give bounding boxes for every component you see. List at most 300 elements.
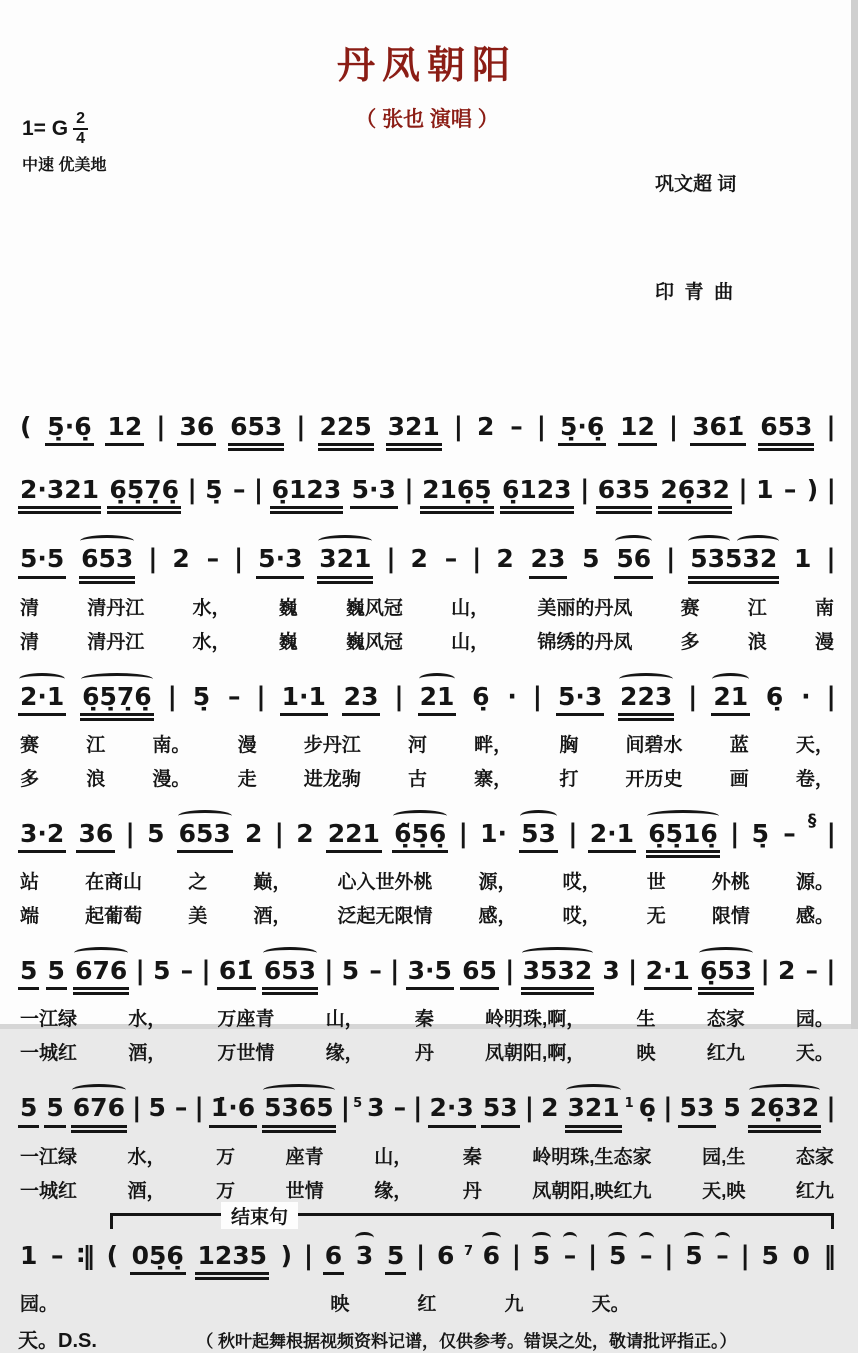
lyric-syllable: 江 <box>86 734 106 756</box>
grace-note: 1 <box>624 1096 634 1112</box>
note-group: – <box>206 544 220 574</box>
note-group: – <box>638 1243 655 1272</box>
lyric-syllable: 感， <box>478 906 517 927</box>
note-group: 2·1 <box>644 958 692 990</box>
barline: | <box>394 681 404 712</box>
lyric-syllable: 赛 <box>20 734 40 756</box>
note-group: 53532 <box>688 546 779 583</box>
music-system <box>14 807 840 928</box>
barline: | <box>826 411 836 442</box>
note-group: 676 <box>73 958 129 995</box>
lyric-syllable: 之 <box>188 872 208 893</box>
lyric-syllable: 源， <box>478 872 517 893</box>
music-system <box>14 944 840 1065</box>
lyric-syllable: 卷， <box>795 768 834 790</box>
barline: | <box>415 1240 426 1271</box>
note-group: 225 <box>318 414 374 451</box>
barline: | <box>194 1093 204 1124</box>
lyric-syllable: 山， <box>325 1009 364 1031</box>
lyric-ds-marker: 天。D.S. <box>18 1329 97 1352</box>
note-group: 653 <box>758 414 814 451</box>
lyric-syllable: 清 <box>20 631 40 653</box>
composer-credit: 印 青 曲 <box>655 282 734 304</box>
note-group: 5̣ <box>205 475 223 504</box>
lyric-syllable: 天， <box>795 734 834 756</box>
note-group: 5 <box>723 1093 741 1123</box>
lyric-syllable: 漫 <box>237 734 257 756</box>
note-group: 5 <box>385 1243 406 1275</box>
barline: | <box>135 956 145 986</box>
lyric-syllable: 泛起无限情 <box>337 906 433 927</box>
final-barline: ‖ <box>823 1240 834 1270</box>
note-group: 5 <box>531 1243 552 1272</box>
note-group: 2 <box>476 411 495 441</box>
note-group: 53 <box>519 821 558 853</box>
note-group: 2·1 <box>18 684 66 716</box>
note-group: 1235 <box>195 1243 269 1280</box>
lyric-row <box>14 730 840 757</box>
note-group: 6̣ <box>765 681 784 711</box>
barline: | <box>729 818 740 849</box>
music-system <box>14 1206 840 1316</box>
music-system <box>14 400 840 453</box>
note-group: 5 <box>18 1095 39 1127</box>
notes-row <box>14 944 840 997</box>
barline: | <box>233 544 244 575</box>
note-group: 61̇ <box>217 958 256 990</box>
lyric-syllable: 外桃 <box>711 872 750 893</box>
note-group: 5 <box>683 1243 704 1272</box>
note-group: 5̣ <box>192 681 211 711</box>
barline: | <box>826 1093 836 1124</box>
note-group: 5 <box>153 956 171 985</box>
barline: | <box>668 411 679 442</box>
lyric-syllable: 水， <box>127 1146 166 1168</box>
music-system <box>14 463 840 516</box>
segno-icon: § <box>807 810 817 831</box>
note-group: 21 <box>711 684 750 716</box>
lyric-syllable: 园。 <box>20 1293 59 1315</box>
lyric-syllable: 水， <box>128 1009 167 1031</box>
barline: | <box>131 1093 142 1124</box>
note-group: · <box>801 681 811 711</box>
note-group: 5·3 <box>556 684 604 716</box>
lyric-syllable: 万 <box>216 1180 236 1202</box>
lyric-syllable: 山， <box>451 597 490 619</box>
note-group: 56 <box>614 546 653 578</box>
note-group: 321 <box>565 1095 621 1132</box>
lyricist-credit: 巩文超 词 <box>655 174 737 196</box>
credits <box>655 93 840 384</box>
note-group: 6 <box>436 1240 455 1270</box>
note-group: 2 <box>244 818 263 848</box>
note-group: 6̣5̣16̣ <box>646 821 720 858</box>
note-group: 05̣6̣ <box>130 1243 186 1275</box>
performer-subtitle: （ 张也 演唱 ） <box>355 108 499 131</box>
note-group: 2 <box>172 544 190 574</box>
lyric-syllable: 在商山 <box>85 872 143 893</box>
note-group: – <box>232 475 246 504</box>
note-group: 21 <box>418 684 457 716</box>
lyric-syllable: 限情 <box>711 906 750 927</box>
note-group: 5365 <box>262 1095 336 1132</box>
note-group: 653 <box>228 414 284 451</box>
lyric-syllable: 红 <box>417 1293 437 1315</box>
note-group: 6̣ <box>472 681 490 711</box>
note-group: 53 <box>678 1095 717 1127</box>
note-group: 6̣̃5̣6̣ <box>392 821 448 853</box>
note-group: 3532 <box>521 958 595 995</box>
note-group: – <box>444 544 458 574</box>
note-group: 1· <box>480 818 507 848</box>
barline: | <box>826 544 836 575</box>
barline: | <box>826 475 836 505</box>
note-group: 65 <box>460 958 499 990</box>
note-group: 5 <box>607 1243 628 1272</box>
barline: | <box>404 475 414 505</box>
lyric-syllable: 岭明珠,啊， <box>485 1009 586 1031</box>
lyric-syllable: 清丹江 <box>87 597 145 619</box>
lyric-syllable: 多 <box>20 768 40 790</box>
note-group: – <box>174 1093 188 1123</box>
barline: | <box>453 411 464 442</box>
lyric-syllable: 进龙驹 <box>303 768 361 790</box>
lyric-row <box>14 764 840 791</box>
note-group: 5 <box>148 1093 166 1123</box>
lyric-syllable: 凤朝阳,啊， <box>485 1043 586 1065</box>
lyric-syllable: 畔， <box>474 734 513 756</box>
note-group: 5 <box>18 958 39 990</box>
note-group: 5 <box>341 956 360 985</box>
lyric-syllable: 秦 <box>414 1009 434 1031</box>
note-group: 36 <box>76 821 115 853</box>
lyric-syllable: 一江绿 <box>20 1146 78 1168</box>
footer <box>14 1324 840 1353</box>
barline: | <box>458 818 468 849</box>
notes-row <box>14 463 840 516</box>
lyric-syllable: 河 <box>407 734 427 756</box>
note-group: 2 <box>296 818 314 848</box>
note-group: – <box>714 1243 731 1272</box>
notes-row <box>14 1229 840 1282</box>
note-group: 2 <box>410 544 428 574</box>
lyric-syllable: 万 <box>216 1146 236 1168</box>
lyric-syllable: 清丹江 <box>87 631 145 653</box>
lyric-syllable: 巍 <box>278 597 298 619</box>
lyric-syllable: 天。 <box>591 1293 630 1315</box>
lyric-syllable: 一江绿 <box>20 1009 78 1031</box>
note-group: 3 <box>354 1243 375 1272</box>
note-group: – <box>805 956 819 985</box>
barline: | <box>389 956 400 986</box>
note-group: 361̇ <box>690 414 746 446</box>
barline: | <box>253 475 264 505</box>
grace-note: 5 <box>353 1096 363 1112</box>
lyric-row <box>14 627 840 654</box>
note-group: 12 <box>105 414 144 446</box>
notes-row <box>14 670 840 723</box>
note-group: 5 <box>147 818 165 848</box>
lyric-syllable: 开历史 <box>625 768 683 790</box>
note-group: 653 <box>262 958 318 995</box>
note-group: 1 <box>794 544 812 574</box>
lyric-syllable: 水， <box>192 597 231 619</box>
note-group: 2·1 <box>588 821 636 853</box>
note-group: 23 <box>342 684 381 716</box>
transcriber-note: （ 秋叶起舞根据视频资料记谱，仅供参考。错误之处，敬请批评指正。） <box>196 1331 737 1351</box>
barline: | <box>156 411 166 442</box>
note-group: 5 <box>582 544 600 574</box>
lyric-row <box>14 1142 840 1169</box>
lyric-syllable: 丹 <box>414 1043 434 1065</box>
notes-row <box>14 1081 840 1134</box>
note-group: 26̣32 <box>748 1095 822 1132</box>
lyric-syllable: 生 <box>636 1009 656 1031</box>
lyric-syllable: 凤朝阳,映红九 <box>532 1180 652 1202</box>
meter-denominator: 4 <box>76 130 86 147</box>
lyric-syllable: 九 <box>504 1293 524 1315</box>
lyric-syllable: 间碧水 <box>625 734 683 756</box>
note-group: 12 <box>618 414 657 446</box>
barline: | <box>524 1093 535 1124</box>
lyric-syllable: 心入世外桃 <box>337 872 433 893</box>
meter-numerator: 2 <box>73 111 88 130</box>
barline: | <box>532 681 543 712</box>
note-group: 2 <box>496 544 514 574</box>
music-system <box>14 1081 840 1202</box>
lyric-row <box>14 1004 840 1031</box>
barline: | <box>187 475 197 505</box>
note-group: 653 <box>79 546 135 583</box>
note-group: 36 <box>177 414 216 446</box>
lyric-syllable: 秦 <box>462 1146 482 1168</box>
note-group: 223 <box>618 684 674 721</box>
note-group: 635 <box>596 477 652 514</box>
lyric-syllable: 南 <box>814 597 834 619</box>
note-group: 6̣5̣7̣6̣ <box>107 477 181 514</box>
lyric-row <box>14 901 840 928</box>
barline: | <box>303 1240 314 1271</box>
barline: | <box>760 956 770 986</box>
lyric-syllable: 哎， <box>562 872 601 893</box>
note-group: 321 <box>317 546 373 583</box>
lyric-syllable: 岭明珠,生态家 <box>532 1146 652 1168</box>
lyric-syllable: 一城红 <box>20 1043 78 1065</box>
note-group: 5̣·6̣ <box>558 414 606 446</box>
music-system <box>14 532 840 653</box>
note-group: 3·5 <box>406 958 454 990</box>
barline: | <box>665 544 676 575</box>
tempo-marking: 中速 优美地 <box>22 157 107 174</box>
lyric-syllable: 巍 <box>278 631 298 653</box>
barline: | <box>324 956 334 986</box>
lyric-syllable: 漫 <box>814 631 834 653</box>
lyric-row <box>14 867 840 894</box>
lyric-syllable: 一城红 <box>20 1180 78 1202</box>
note-group: 1 <box>756 475 774 504</box>
note-group: 5̣·6̣ <box>45 414 93 446</box>
note-group: 26̣32 <box>658 477 732 514</box>
lyric-syllable: 世情 <box>285 1180 324 1202</box>
header-sub-row <box>14 93 840 384</box>
note-group: 6 <box>323 1243 344 1275</box>
barline: | <box>125 818 135 849</box>
lyric-syllable: 蓝 <box>729 734 749 756</box>
barline: | <box>579 475 590 505</box>
repeat-barline: ∶‖ <box>77 1240 93 1270</box>
key-block <box>14 111 199 384</box>
lyric-syllable: 态家 <box>795 1146 834 1168</box>
note-group: 3 <box>367 1093 385 1123</box>
note-group: ( <box>106 1240 119 1270</box>
note-group: 5·3 <box>350 477 398 509</box>
lyric-row <box>14 1176 840 1203</box>
barline: | <box>688 681 698 712</box>
barline: | <box>167 681 177 712</box>
key-signature <box>22 111 199 147</box>
lyric-syllable: 万座青 <box>217 1009 275 1031</box>
barline: | <box>536 411 547 442</box>
note-group: – <box>369 956 382 985</box>
note-group: 221 <box>326 821 382 853</box>
note-group: – <box>510 411 523 441</box>
barline: | <box>201 956 211 986</box>
note-group: 2 <box>541 1093 559 1123</box>
lyric-syllable: 江 <box>747 597 767 619</box>
lyric-syllable: 走 <box>237 768 257 790</box>
lyric-syllable: 座青 <box>285 1146 324 1168</box>
lyric-syllable: 万世情 <box>217 1043 275 1065</box>
note-group: 676 <box>71 1095 127 1132</box>
lyric-row <box>14 1289 840 1316</box>
note-group: 5 <box>46 958 67 990</box>
lyric-syllable: 多 <box>680 631 700 653</box>
barline: | <box>826 681 836 712</box>
note-group: ( <box>20 411 32 441</box>
barline: | <box>826 818 836 849</box>
lyric-row <box>14 1038 840 1065</box>
note-group: ) <box>280 1240 293 1270</box>
lyric-syllable: 南。 <box>152 734 191 756</box>
lyric-syllable: 胸 <box>559 734 579 756</box>
notes-row <box>14 400 840 453</box>
ending-bracket <box>110 1206 834 1229</box>
note-group: 216̣5̣ <box>420 477 494 514</box>
lyric-row <box>14 593 840 620</box>
note-group: · <box>507 681 517 711</box>
lyric-syllable: 源。 <box>795 872 834 893</box>
note-group: – <box>562 1243 579 1272</box>
lyric-syllable: 巍风冠 <box>345 597 403 619</box>
note-group: 6̣123 <box>270 477 344 514</box>
notes-row <box>14 807 840 860</box>
barline: | <box>340 1093 351 1124</box>
barline: | <box>663 1093 673 1124</box>
lyric-syllable: 映 <box>636 1043 656 1065</box>
note-group: 5̣ <box>751 818 770 848</box>
lyric-syllable: 起葡萄 <box>85 906 143 927</box>
lyric-syllable: 无 <box>646 906 666 927</box>
header <box>14 34 840 384</box>
note-group: – <box>783 475 797 504</box>
note-group: – <box>51 1240 64 1270</box>
grace-note: 7 <box>463 1243 474 1259</box>
lyric-syllable: 态家 <box>706 1009 745 1031</box>
lyric-syllable: 天。 <box>795 1043 834 1065</box>
note-group: 6̣123 <box>500 477 574 514</box>
note-group: 2 <box>777 956 796 985</box>
barline: | <box>296 411 306 442</box>
lyric-syllable: 漫。 <box>152 768 191 790</box>
note-group: 2·321 <box>18 477 101 514</box>
barline: | <box>472 544 482 575</box>
note-group: 1̇·6 <box>209 1095 257 1127</box>
note-group: 2·3 <box>428 1095 476 1127</box>
barline: | <box>511 1240 522 1271</box>
note-group: 53 <box>481 1095 520 1127</box>
note-group: 653 <box>177 821 233 853</box>
barline: | <box>386 544 396 575</box>
note-group: – <box>393 1093 407 1123</box>
note-group: 1·1 <box>280 684 328 716</box>
barline: | <box>148 544 158 575</box>
lyric-syllable: 酒， <box>127 1180 166 1202</box>
lyric-syllable: 水， <box>192 631 231 653</box>
time-signature <box>73 111 88 147</box>
note-group: 1 <box>20 1240 38 1270</box>
note-group: 3·2 <box>18 821 66 853</box>
lyric-syllable: 打 <box>559 768 579 790</box>
barline: | <box>274 818 285 849</box>
lyric-syllable: 园,生 <box>702 1146 746 1168</box>
barline: | <box>568 818 578 849</box>
barline: | <box>740 1240 750 1271</box>
lyric-syllable: 感。 <box>795 906 834 927</box>
lyric-syllable: 映 <box>330 1293 350 1315</box>
lyric-syllable: 哎， <box>562 906 601 927</box>
barline: | <box>256 681 266 712</box>
lyric-syllable: 巅， <box>253 872 292 893</box>
barline: | <box>627 956 638 986</box>
lyric-syllable: 山， <box>451 631 490 653</box>
barline: | <box>826 956 836 986</box>
note-group: – <box>180 956 194 985</box>
barline: | <box>413 1093 423 1124</box>
note-group: – <box>227 681 241 711</box>
note-group: 6̣ <box>638 1093 657 1123</box>
lyric-syllable: 赛 <box>680 597 700 619</box>
note-group: 6 <box>481 1243 502 1272</box>
lyric-syllable: 美 <box>188 906 208 927</box>
lyric-syllable: 丹 <box>462 1180 482 1202</box>
lyric-syllable: 画 <box>729 768 749 790</box>
lyric-syllable: 古 <box>407 768 427 790</box>
note-group: 0 <box>792 1240 810 1270</box>
barline: | <box>587 1240 598 1271</box>
lyric-syllable: 美丽的丹凤 <box>537 597 633 619</box>
lyric-syllable: 清 <box>20 597 40 619</box>
lyric-syllable: 红九 <box>795 1180 834 1202</box>
lyric-syllable: 步丹江 <box>303 734 361 756</box>
lyric-syllable: 酒， <box>253 906 292 927</box>
lyric-syllable: 寨， <box>474 768 513 790</box>
note-group: 3 <box>602 956 620 985</box>
note-group: 5 <box>761 1240 779 1270</box>
barline: | <box>738 475 748 505</box>
note-group: 23 <box>529 546 568 578</box>
lyric-syllable: 端 <box>20 906 40 927</box>
lyric-syllable: 红九 <box>706 1043 745 1065</box>
